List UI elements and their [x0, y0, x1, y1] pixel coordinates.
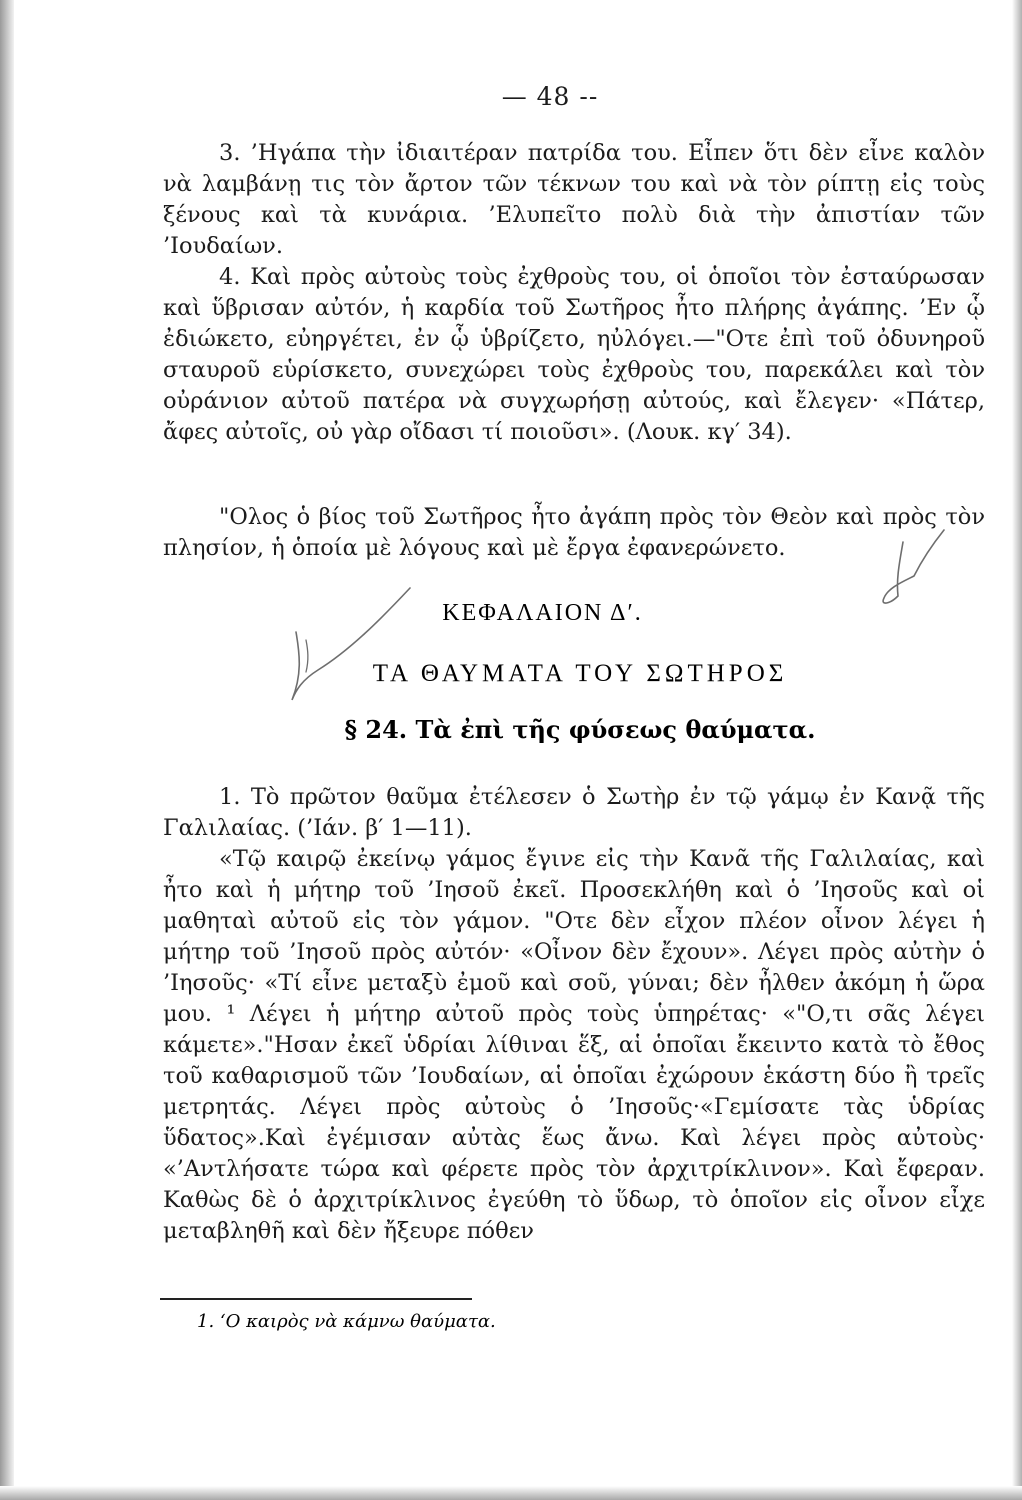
section-paragraph-quote: «Τῷ καιρῷ ἐκείνῳ γάμος ἔγινε εἰς τὴν Κανᾶ τῆς Γαλιλαίας, καὶ ἦτο καὶ ἡ μήτηρ τοῦ ’Ιησοῦ ἐκεῖ. Προσεκλήθη καὶ ὁ ’Ιησοῦς καὶ οἱ μαθηταὶ αὐτοῦ εἰς τὸν γάμον. "Οτε δὲν εἶχον πλέον οἶνον λέγει ἡ μήτηρ τοῦ ’Ιησοῦ πρὸς αὐτόν· «Οἶνον δὲν ἔχουν». Λέγει πρὸς αὐτὴν ὁ ’Ιησοῦς· «Τί εἶνε μεταξὺ ἐμοῦ καὶ σοῦ, γύναι; δὲν ἦλθεν ἀκόμη ἡ ὥρα μου. ¹ Λέγει ἡ μήτηρ αὐτοῦ πρὸς τοὺς ὑπηρέτας· «"Ο,τι σᾶς λέγει κάμετε»."Ησαν ἐκεῖ ὑδρίαι λίθιναι ἕξ, αἱ ὁποῖαι ἔκειντο κατὰ τὸ ἔθος τοῦ καθαρισμοῦ τῶν ’Ιουδαίων, αἱ ὁποῖαι ἐχώρουν ἑκάστη δύο ἢ τρεῖς μετρητάς. Λέγει πρὸς αὐτοὺς ὁ ’Ιησοῦς·«Γεμίσατε τὰς ὑδρίας ὕδατος».Καὶ ἐγέμισαν αὐτὰς ἕως ἄνω. Καὶ λέγει πρὸς αὐτοὺς· «’Αντλήσατε τώρα καὶ φέρετε πρὸς τὸν ἀρχιτρίκλινον». Καὶ ἔφεραν. Καθὼς δὲ ὁ ἀρχιτρίκλινος ἐγεύθη τὸ ὕδωρ, τὸ ὁποῖον εἰς οἶνον εἶχε μεταβληθῆ καὶ δὲν ἤξευρε πόθεν — [163, 846, 985, 1244]
chapter-title: ΚΕΦΑΛΑΙΟΝ Δ′. — [442, 600, 643, 626]
paragraph-summary: "Ολος ὁ βίος τοῦ Σωτῆρος ἦτο ἀγάπη πρὸς τὸν Θεὸν καὶ πρὸς τὸν πλησίον, ἡ ὁποία μὲ λόγους καὶ μὲ ἔργα ἐφανερώνετο. — [163, 504, 985, 561]
page-edge-shadow-right — [1012, 0, 1022, 1500]
body-text-upper — [163, 138, 985, 448]
page-edge-shadow-bottom — [0, 1486, 1022, 1500]
chapter-subtitle: ΤΑ ΘΑΥΜΑΤΑ ΤΟΥ ΣΩΤΗΡΟΣ — [372, 660, 788, 687]
body-text-closing — [163, 502, 985, 564]
paragraph-3: 3. ’Ηγάπα τὴν ἰδιαιτέραν πατρίδα του. Εἶπεν ὅτι δὲν εἶνε καλὸν νὰ λαμβάνῃ τις τὸν ἄρτον τῶν τέκνων του καὶ νὰ τὸν ρίπτῃ εἰς τοὺς ξένους καὶ τὰ κυνάρια. ’Ελυπεῖτο πολὺ διὰ τὴν ἀπιστίαν τῶν ’Ιουδαίων. — [163, 140, 985, 259]
section-paragraph-1: 1. Τὸ πρῶτον θαῦμα ἐτέλεσεν ὁ Σωτὴρ ἐν τῷ γάμῳ ἐν Κανᾷ τῆς Γαλιλαίας. (’Ιάν. β′ 1—11). — [163, 784, 985, 841]
footnote-divider — [160, 1298, 472, 1300]
body-text-section — [163, 782, 985, 1247]
section-title: § 24. Τὰ ἐπὶ τῆς φύσεως θαύματα. — [344, 715, 816, 744]
paragraph-4: 4. Καὶ πρὸς αὐτοὺς τοὺς ἐχθροὺς του, οἱ ὁποῖοι τὸν ἐσταύρωσαν καὶ ὕβρισαν αὐτόν, ἡ καρδία τοῦ Σωτῆρος ἦτο πλήρης ἀγάπης. ’Εν ᾧ ἐδιώκετο, εὐηργέτει, ἐν ᾧ ὑβρίζετο, ηὐλόγει.—"Οτε ἐπὶ τοῦ ὀδυνηροῦ σταυροῦ εὑρίσκετο, συνεχώρει τοὺς ἐχθροὺς του, παρεκάλει καὶ τὸν οὐράνιον αὐτοῦ πατέρα νὰ συγχωρήσῃ αὐτούς, καὶ ἔλεγεν· «Πάτερ, ἄφες αὐτοῖς, οὐ γὰρ οἴδασι τί ποιοῦσι». (Λουκ. κγ′ 34). — [163, 264, 985, 445]
page-number: — 48 -- — [501, 82, 599, 111]
footnote: 1. ‘Ο καιρὸς νὰ κάμνω θαύματα. — [197, 1311, 496, 1332]
page-edge-shadow-left — [0, 0, 14, 1500]
